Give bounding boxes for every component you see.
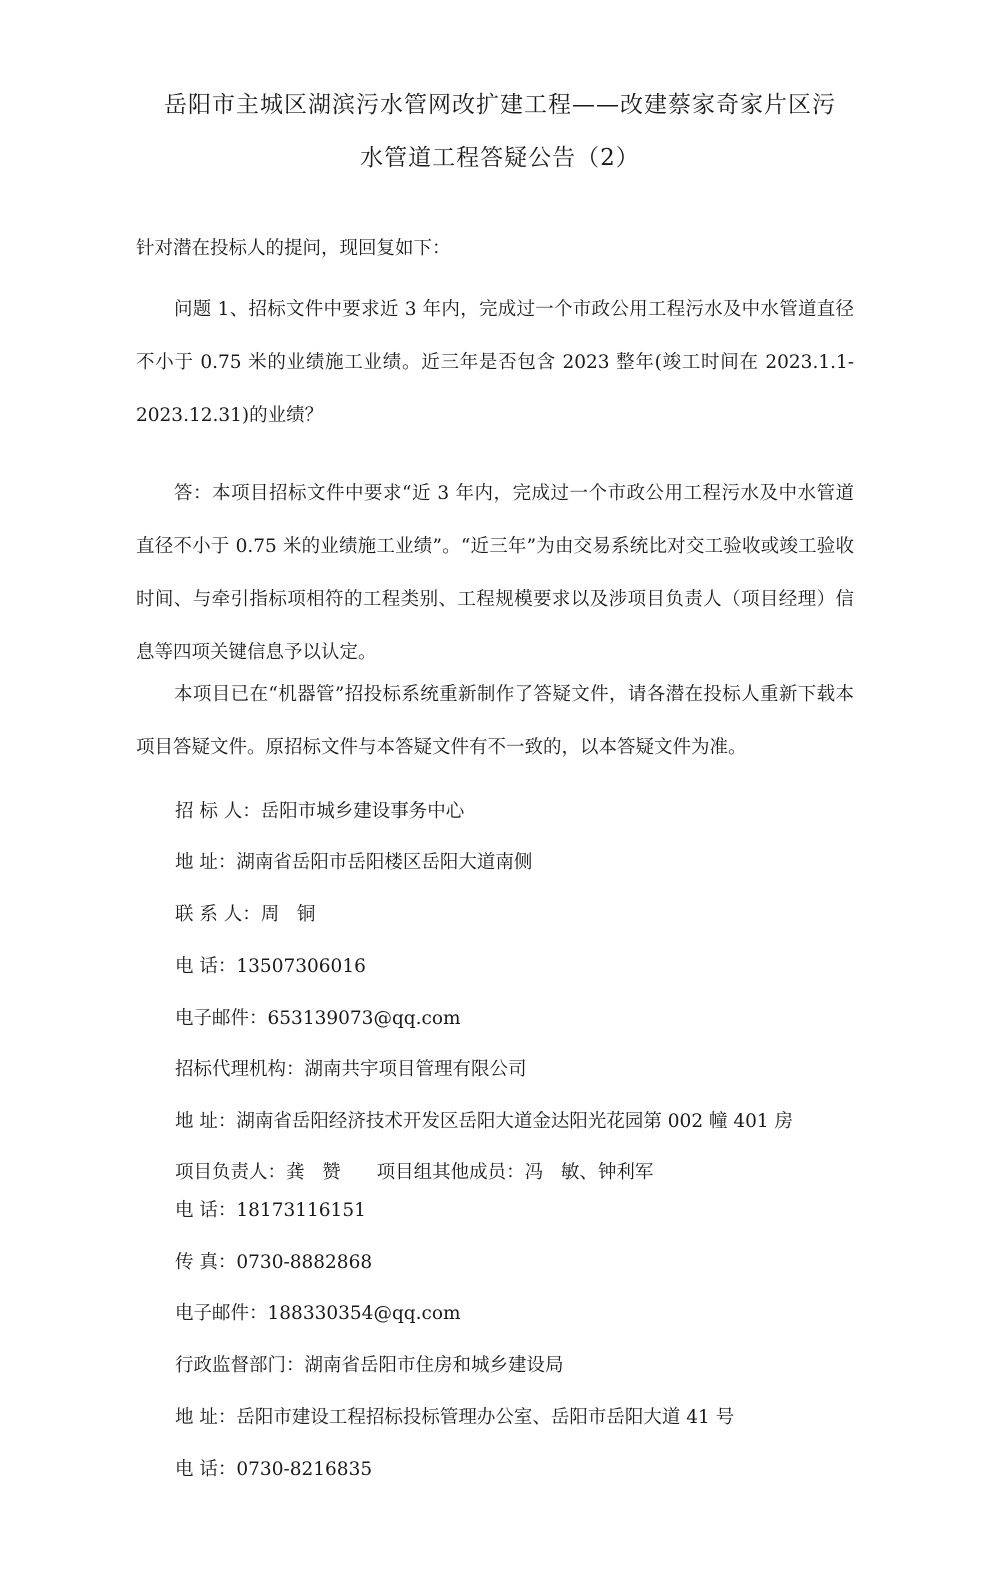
agency-staff-line <box>175 1161 653 1185</box>
tenderer-email-line <box>175 1007 461 1031</box>
agency-email: 188330354@qq.com <box>267 1303 461 1324</box>
supervisor-address-line <box>175 1406 734 1430</box>
agency-fax-line <box>175 1251 372 1275</box>
supervisor-name-label: 行政监督部门： <box>175 1355 305 1376</box>
question-1-paragraph: 问题 1、招标文件中要求近 3 年内，完成过一个市政公用工程污水及中水管道直径不小于 0.75 米的业绩施工业绩。近三年是否包含 2023 整年(竣工时间在 2023.1.1-2023.12.31)的业绩？ <box>136 299 854 426</box>
tenderer-contact-label: 联 系 人： <box>175 904 261 925</box>
agency-phone-label: 电 话： <box>175 1200 237 1221</box>
supervisor-address: 岳阳市建设工程招标投标管理办公室、岳阳市岳阳大道 41 号 <box>236 1407 735 1428</box>
tenderer-email-label: 电子邮件： <box>175 1008 268 1029</box>
agency-address-label: 地 址： <box>175 1111 237 1132</box>
supervisor-phone: 0730-8216835 <box>236 1459 373 1480</box>
tenderer-name: 岳阳市城乡建设事务中心 <box>260 801 465 822</box>
intro-paragraph: 针对潜在投标人的提问，现回复如下： <box>136 238 451 259</box>
agency-phone: 18173116151 <box>236 1200 366 1221</box>
supervisor-name-line <box>175 1354 564 1378</box>
tenderer-contact-line <box>175 903 315 927</box>
agency-members-label: 项目组其他成员： <box>376 1162 525 1183</box>
agency-email-line <box>175 1302 461 1326</box>
agency-members: 冯 敏、钟利军 <box>524 1162 654 1183</box>
document-title-line-1: 岳阳市主城区湖滨污水管网改扩建工程——改建蔡家奇家片区污 <box>164 92 836 118</box>
tenderer-phone-line <box>175 955 366 979</box>
tenderer-address-line <box>175 851 532 875</box>
agency-address: 湖南省岳阳经济技术开发区岳阳大道金达阳光花园第 002 幢 401 房 <box>236 1111 794 1132</box>
agency-fax: 0730-8882868 <box>236 1252 373 1273</box>
tenderer-contact: 周 铜 <box>260 904 316 925</box>
agency-manager-label: 项目负责人： <box>175 1162 287 1183</box>
tenderer-email: 653139073@qq.com <box>267 1008 461 1029</box>
agency-name-line <box>175 1058 527 1082</box>
note-paragraph: 本项目已在“机器管”招投标系统重新制作了答疑文件，请各潜在投标人重新下载本项目答疑文件。原招标文件与本答疑文件有不一致的，以本答疑文件为准。 <box>136 684 854 758</box>
agency-name-label: 招标代理机构： <box>175 1059 305 1080</box>
agency-address-line <box>175 1110 793 1134</box>
tenderer-address: 湖南省岳阳市岳阳楼区岳阳大道南侧 <box>236 852 533 873</box>
tenderer-phone: 13507306016 <box>236 956 366 977</box>
agency-phone-line <box>175 1199 366 1223</box>
agency-email-label: 电子邮件： <box>175 1303 268 1324</box>
tenderer-address-label: 地 址： <box>175 852 237 873</box>
supervisor-name: 湖南省岳阳市住房和城乡建设局 <box>304 1355 564 1376</box>
supervisor-address-label: 地 址： <box>175 1407 237 1428</box>
tenderer-phone-label: 电 话： <box>175 956 237 977</box>
supervisor-phone-label: 电 话： <box>175 1459 237 1480</box>
agency-manager: 龚 赞 <box>286 1162 341 1183</box>
answer-1-paragraph: 答：本项目招标文件中要求“近 3 年内，完成过一个市政公用工程污水及中水管道直径不小于 0.75 米的业绩施工业绩”。“近三年”为由交易系统比对交工验收或竣工验收时间、与牵引指标项相符的工程类别、工程规模要求以及涉项目负责人（项目经理）信息等四项关键信息予以认定。 <box>136 483 854 663</box>
supervisor-phone-line <box>175 1458 372 1482</box>
document-title-line-2: 水管道工程答疑公告（2） <box>360 145 640 171</box>
agency-name: 湖南共宇项目管理有限公司 <box>304 1059 527 1080</box>
tenderer-name-label: 招 标 人： <box>175 801 261 822</box>
tenderer-name-line <box>175 800 464 824</box>
agency-fax-label: 传 真： <box>175 1252 237 1273</box>
